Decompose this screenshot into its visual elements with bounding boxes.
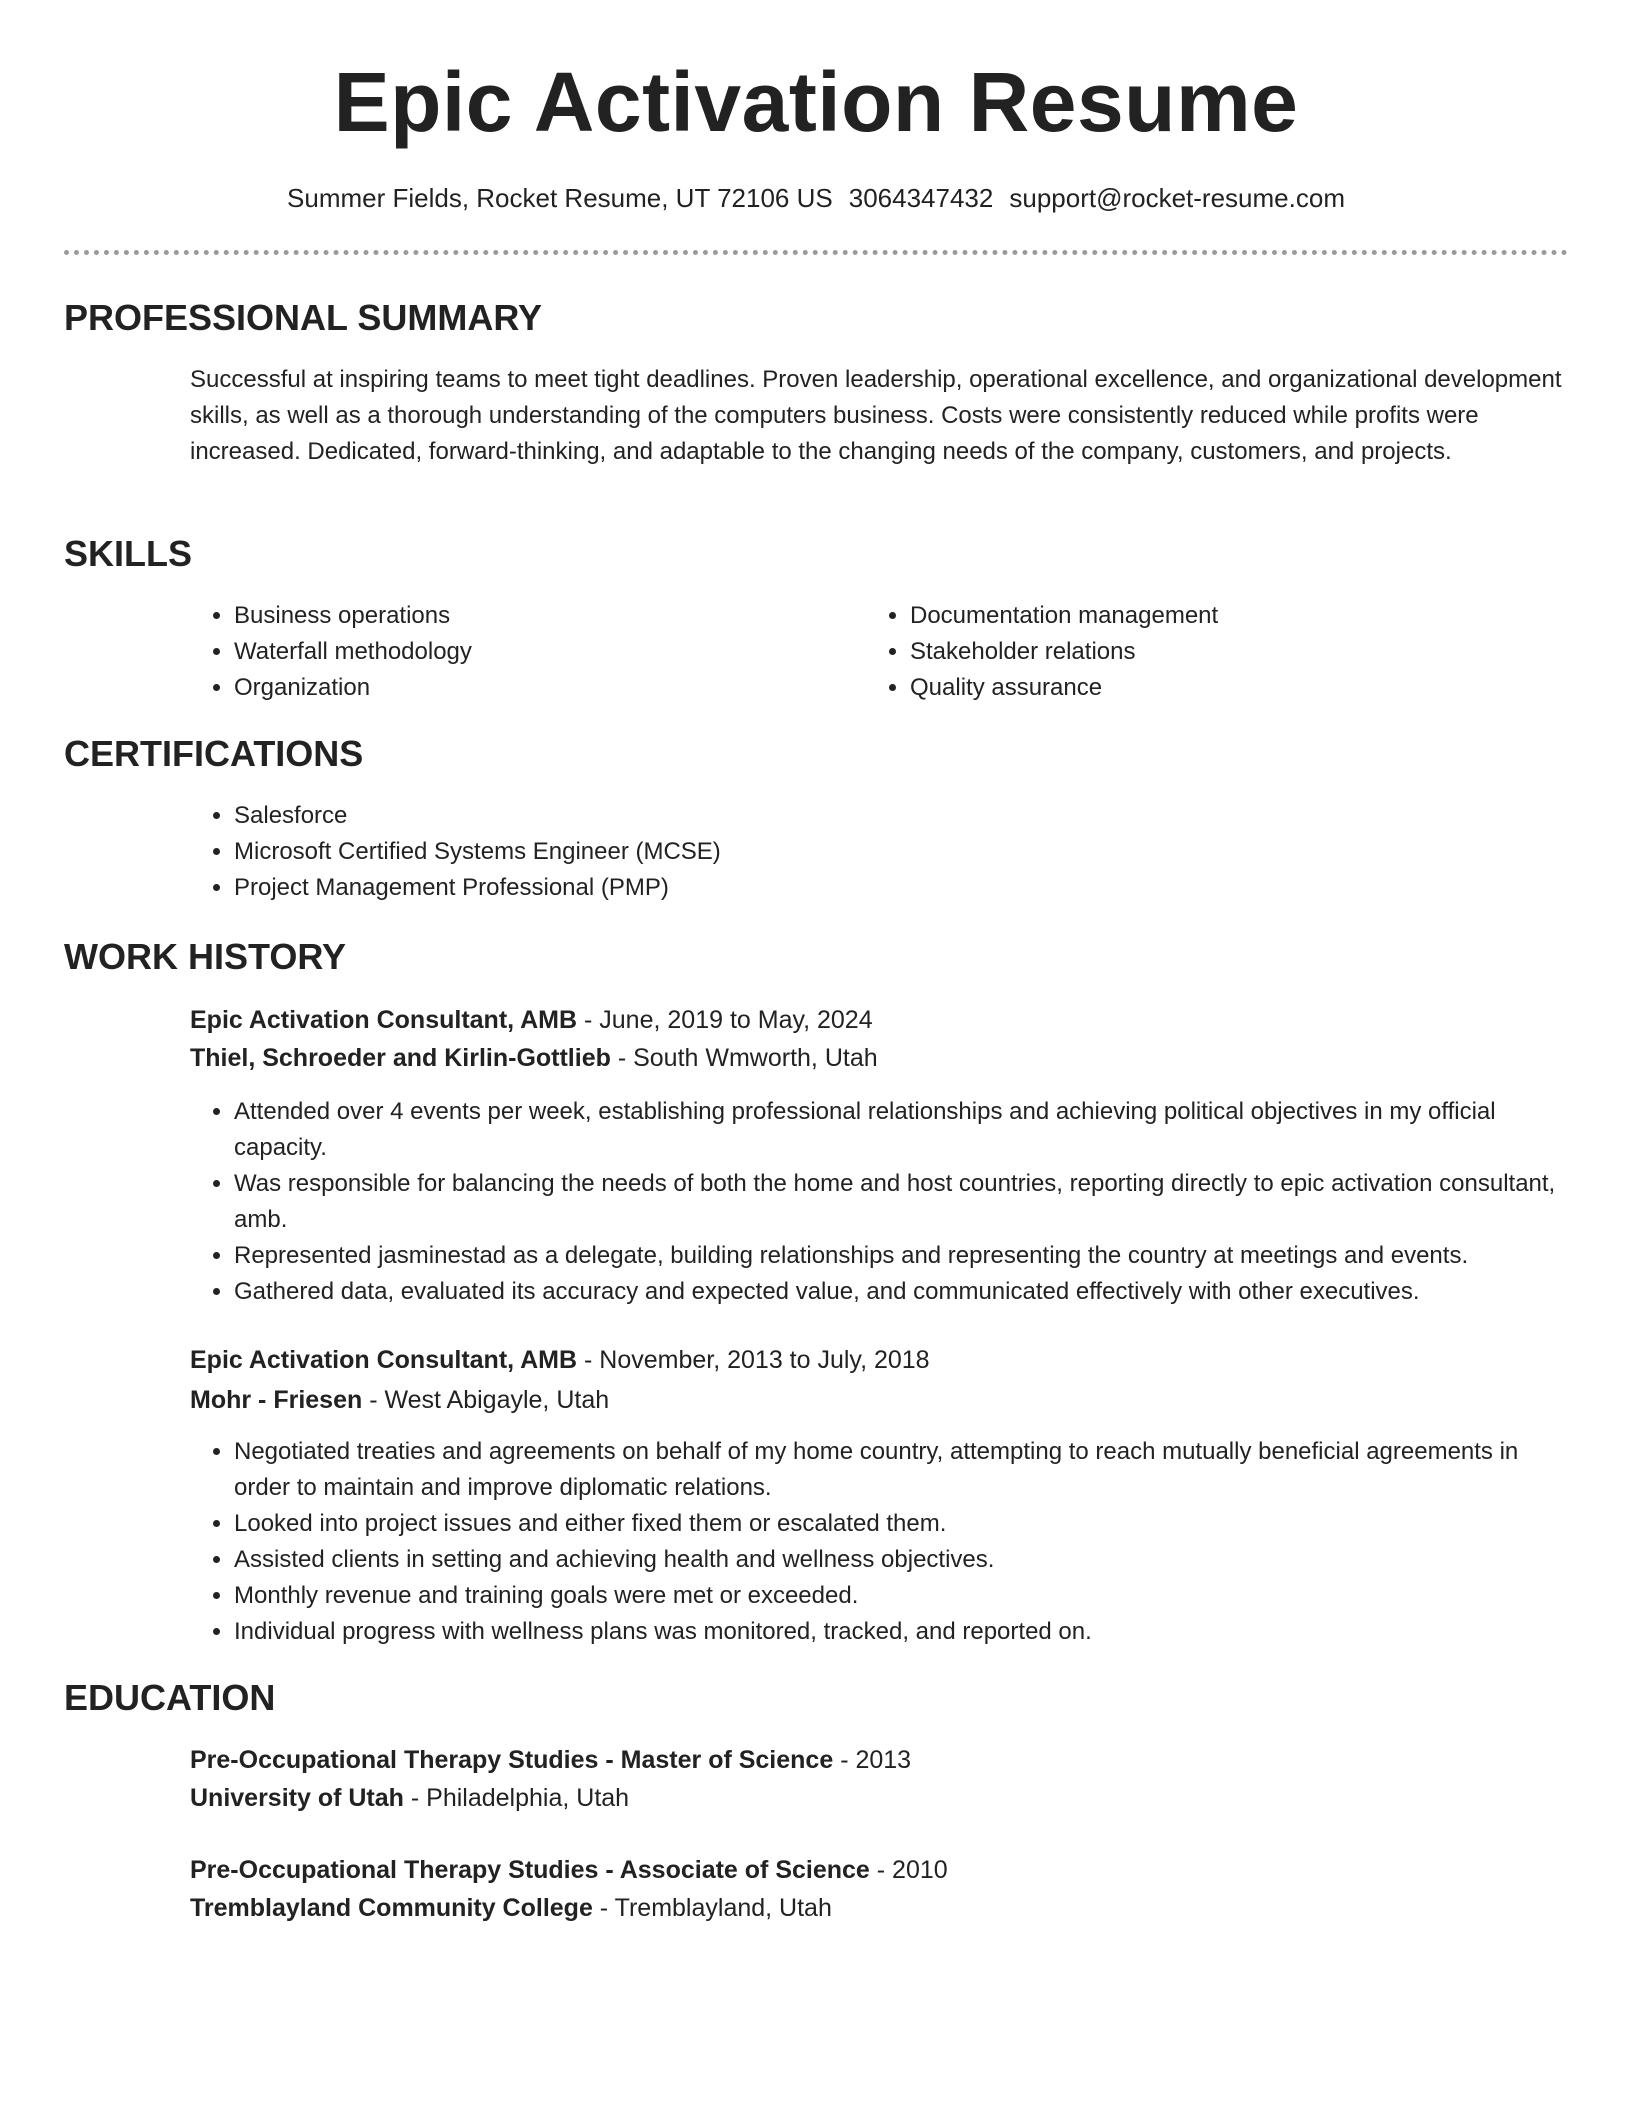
certifications-heading: CERTIFICATIONS xyxy=(64,733,364,774)
skills-list-left xyxy=(190,598,834,706)
job-title: Epic Activation Consultant, AMB xyxy=(190,1346,578,1374)
education-year: - 2013 xyxy=(833,1746,912,1774)
job-bullets xyxy=(190,1434,1568,1650)
education-school: Tremblayland Community College xyxy=(190,1894,593,1922)
job-location: - South Wmworth, Utah xyxy=(610,1044,878,1072)
job-company: Mohr - Friesen xyxy=(190,1386,363,1414)
education-school-line xyxy=(190,1780,629,1816)
job-company-line xyxy=(190,1040,878,1076)
job-bullet: • Assisted clients in setting and achieving health and wellness objectives. xyxy=(234,1542,1568,1578)
education-location: - Philadelphia, Utah xyxy=(403,1784,630,1812)
certification-item: • Salesforce xyxy=(234,798,1534,834)
education-heading: EDUCATION xyxy=(64,1677,276,1718)
education-school-line xyxy=(190,1890,832,1926)
education-degree: Pre-Occupational Therapy Studies - Associate of Science xyxy=(190,1856,870,1884)
contact-phone: 3064347432 xyxy=(848,183,994,213)
contact-email: support@rocket-resume.com xyxy=(1009,183,1345,213)
job-title-line xyxy=(190,1002,873,1038)
contact-address: Summer Fields, Rocket Resume, UT 72106 US xyxy=(287,183,833,213)
skills-heading: SKILLS xyxy=(64,533,193,574)
job-company: Thiel, Schroeder and Kirlin-Gottlieb xyxy=(190,1044,611,1072)
job-bullet: • Looked into project issues and either fixed them or escalated them. xyxy=(234,1506,1568,1542)
job-bullets xyxy=(190,1094,1568,1310)
job-bullet: • Attended over 4 events per week, establishing professional relationships and achieving political objectives in my official capacity. xyxy=(234,1094,1568,1166)
skill-item: • Organization xyxy=(234,670,834,706)
job-dates: - June, 2019 to May, 2024 xyxy=(577,1006,873,1034)
education-school: University of Utah xyxy=(190,1784,404,1812)
certifications-list xyxy=(190,798,1534,906)
education-location: - Tremblayland, Utah xyxy=(592,1894,832,1922)
resume-title: Epic Activation Resume xyxy=(333,55,1299,149)
job-company-line xyxy=(190,1382,609,1418)
job-bullet: • Monthly revenue and training goals were met or exceeded. xyxy=(234,1578,1568,1614)
contact-line xyxy=(64,180,1568,216)
job-bullet: • Gathered data, evaluated its accuracy and expected value, and communicated effectively with other executives. xyxy=(234,1274,1568,1310)
job-bullet: • Individual progress with wellness plans was monitored, tracked, and reported on. xyxy=(234,1614,1568,1650)
job-location: - West Abigayle, Utah xyxy=(362,1386,610,1414)
education-degree: Pre-Occupational Therapy Studies - Master of Science xyxy=(190,1746,834,1774)
certification-item: • Microsoft Certified Systems Engineer (MCSE) xyxy=(234,834,1534,870)
work-history-heading: WORK HISTORY xyxy=(64,936,347,977)
skill-item: • Quality assurance xyxy=(910,670,1510,706)
skill-item: • Documentation management xyxy=(910,598,1510,634)
certification-item: • Project Management Professional (PMP) xyxy=(234,870,1534,906)
job-bullet: • Was responsible for balancing the needs of both the home and host countries, reporting directly to epic activation consultant, amb. xyxy=(234,1166,1568,1238)
education-degree-line xyxy=(190,1852,948,1888)
skills-list-right xyxy=(866,598,1510,706)
header-divider xyxy=(64,250,1568,255)
skill-item: • Stakeholder relations xyxy=(910,634,1510,670)
job-title-line xyxy=(190,1342,930,1378)
skill-item: • Business operations xyxy=(234,598,834,634)
job-dates: - November, 2013 to July, 2018 xyxy=(577,1346,930,1374)
job-bullet: • Negotiated treaties and agreements on behalf of my home country, attempting to reach mutually beneficial agreements in order to maintain and improve diplomatic relations. xyxy=(234,1434,1568,1506)
education-degree-line xyxy=(190,1742,911,1778)
skill-item: • Waterfall methodology xyxy=(234,634,834,670)
education-year: - 2010 xyxy=(869,1856,948,1884)
job-title: Epic Activation Consultant, AMB xyxy=(190,1006,578,1034)
summary-text: Successful at inspiring teams to meet tight deadlines. Proven leadership, operational excellence, and organizational development skills, as well as a thorough understanding of the computers business. Costs were consistently reduced while profits were increased. Dedicated, forward-thinking, and adaptable to the changing needs of the company, customers, and projects. xyxy=(190,366,1562,465)
summary-heading: PROFESSIONAL SUMMARY xyxy=(64,297,543,338)
job-bullet: • Represented jasminestad as a delegate, building relationships and representing the country at meetings and events. xyxy=(234,1238,1568,1274)
